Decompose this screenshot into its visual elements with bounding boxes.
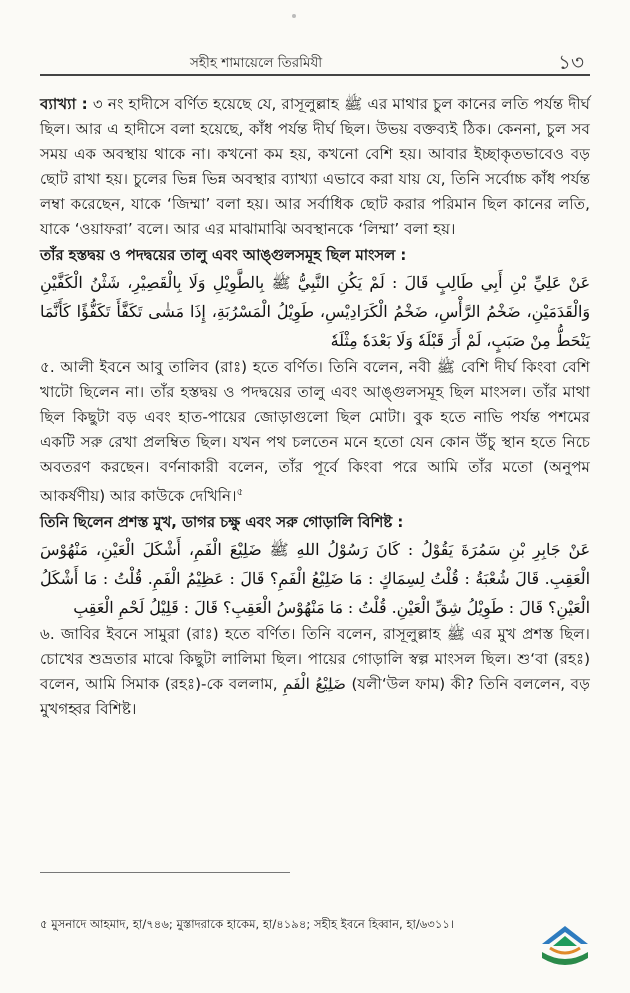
- section-heading: তাঁর হস্তদ্বয় ও পদদ্বয়ের তালু এবং আঙ্গুলসমূহ ছিল মাংসল :: [40, 247, 407, 264]
- hadith-translation-text: ৫. আলী ইবনে আবু তালিব (রাঃ) হতে বর্ণিত। তিনি বলেন, নবী ﷺ বেশি দীর্ঘ কিংবা বেশি খাটো ছিলেন না। তাঁর হস্তদ্বয় ও পদদ্বয়ের তালু এবং আঙ্গুলসমূহ ছিল মাংসল। তাঁর মাথা ছিল কিছুটা বড় এবং হাত-পায়ের জোড়াগুলো ছিল মোটা। বুক হতে নাভি পর্যন্ত পশমের একটি সরু রেখা প্রলম্বিত ছিল। যখন পথ চলতেন মনে হতো যেন কোন উঁচু স্থান হতে নিচে অবতরণ করছেন। বর্ণনাকারী বলেন, তাঁর পূর্বে কিংবা পরে আমি তাঁর মতো (অনুপম আকর্ষণীয়) আর কাউকে দেখিনি।: [40, 358, 590, 506]
- commentary-label: ব্যাখ্যা :: [40, 95, 88, 113]
- footnote-marker: ৫: [236, 487, 244, 498]
- footnote: ৫ মুসনাদে আহমাদ, হা/৭৪৬; মুস্তাদরাকে হাকেম, হা/৪১৯৪; সহীহ ইবনে হিব্বান, হা/৬৩১১।: [40, 917, 455, 931]
- section-heading: তিনি ছিলেন প্রশস্ত মুখ, ডাগর চক্ষু এবং সরু গোড়ালি বিশিষ্ট :: [40, 514, 404, 532]
- commentary-text: ৩ নং হাদীসে বর্ণিত হয়েছে যে, রাসূলুল্লাহ ﷺ এর মাথার চুল কানের লতি পর্যন্ত দীর্ঘ ছিল। আর এ হাদীসে বলা হয়েছে, কাঁধ পর্যন্ত দীর্ঘ ছিল। উভয় বক্তব্যই ঠিক। কেননা, চুল সব সময় এক অবস্থায় থাকে না। কখনো কম হয়, কখনো বেশি হয়। আবার ইচ্ছাকৃতভাবেও বড় ছোট রাখা হয়। চুলের ভিন্ন ভিন্ন অবস্থার ব্যাখ্যা এভাবে করা যায় যে, তিনি সর্বোচ্চ কাঁধ পর্যন্ত লম্বা করেছেন, যাকে ‘জিম্মা’ বলা হয়। আর সর্বাধিক ছোট করার পরিমান ছিল কানের লতি, যাকে ‘ওয়াফরা’ বলে। আর এর মাঝামাঝি অবস্থানকে ‘লিম্মা’ বলা হয়।: [40, 95, 591, 238]
- running-header: [40, 46, 590, 76]
- publisher-logo-icon: [536, 922, 594, 972]
- page-number: ১৩: [558, 50, 584, 74]
- header-rule: [40, 74, 590, 76]
- arabic-hadith: عَنْ عَلِيِّ بْنِ أَبِي طَالِبٍ قَالَ : لَمْ يَكُنِ النَّبِيُّ ﷺ بِالطَّوِيْلِ وَلَا بِالْقَصِيْرِ، شَثْنُ الْكَفَّيْنِ وَالْقَدَمَيْنِ، ضَخْمُ الرَّأْسِ، ضَخْمُ الْكَرَادِيْسِ، طَوِيْلُ الْمَسْرُبَةِ، إِذَا مَشٰى تَكَفَّأَ تَكَفُّؤًا كَأَنَّمَا يَنْحَطُّ مِنْ صَبَبٍ، لَمْ أَرَ قَبْلَهٗ وَلَا بَعْدَهٗ مِثْلَهٗ: [40, 273, 590, 350]
- book-title: সহীহ শামায়েলে তিরমিযী: [190, 55, 323, 71]
- hadith-translation: [40, 355, 590, 509]
- arabic-hadith: عَنْ جَابِرِ بْنِ سَمُرَةَ يَقُوْلُ : كَانَ رَسُوْلُ اللهِ ﷺ ضَلِيْعَ الْفَمِ، أَشْكَلَ الْعَيْنِ، مَنْهُوْسَ الْعَقِبِ. قَالَ شُعْبَةُ : قُلْتُ لِسِمَاكٍ : مَا ضَلِيْعُ الْفَمِ؟ قَالَ : عَظِيْمُ الْفَمِ. قُلْتُ : مَا أَشْكَلُ الْعَيْنِ؟ قَالَ : طَوِيْلُ شِقِّ الْعَيْنِ. قُلْتُ : مَا مَنْهُوْسُ الْعَقِبِ؟ قَالَ : قَلِيْلُ لَحْمِ الْعَقِبِ: [40, 540, 590, 618]
- commentary-paragraph: [40, 92, 590, 242]
- footnote-rule: [40, 872, 290, 873]
- page-body: [40, 92, 590, 722]
- page-mark: [292, 14, 296, 18]
- hadith-translation: ৬. জাবির ইবনে সামুরা (রাঃ) হতে বর্ণিত। তিনি বলেন, রাসূলুল্লাহ ﷺ এর মুখ প্রশস্ত ছিল। চোখের শুভ্রতার মাঝে কিছুটা লালিমা ছিল। পায়ের গোড়ালি স্বল্প মাংসল ছিল। শু‘বা (রহঃ) বলেন, আমি সিমাক (রহঃ)-কে বললাম, ضَلِيْعُ الْفَمِ (যলী‘উল ফাম) কী? তিনি বললেন, বড় মুখগহ্বর বিশিষ্ট।: [40, 625, 590, 719]
